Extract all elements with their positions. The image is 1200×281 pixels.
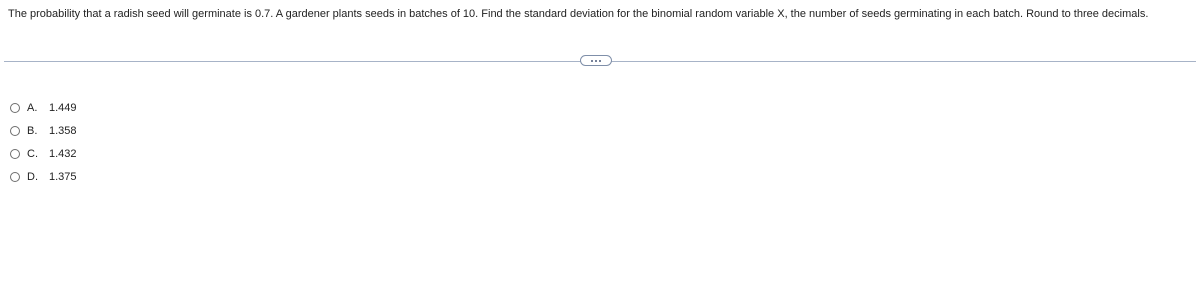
section-divider [4,55,1196,69]
option-letter: B. [27,124,38,137]
radio-button[interactable] [10,126,20,136]
option-b[interactable] [10,119,77,142]
question-text: The probability that a radish seed will germinate is 0.7. A gardener plants seeds in batches of 10. Find the standard deviation for the binomial random variable X, the number of seeds germinating in each batch. Round to three decimals. [8,8,1149,20]
option-value: 1.358 [49,124,77,137]
option-letter: A. [27,101,38,114]
option-letter: C. [27,147,38,160]
show-more-button[interactable] [580,55,612,66]
option-letter: D. [27,170,38,183]
option-value: 1.449 [49,101,77,114]
option-c[interactable] [10,142,77,165]
option-d[interactable] [10,165,77,188]
ellipsis-icon [591,60,601,62]
radio-button[interactable] [10,172,20,182]
option-value: 1.432 [49,147,77,160]
option-value: 1.375 [49,170,77,183]
answer-options [10,96,77,188]
radio-button[interactable] [10,149,20,159]
option-a[interactable] [10,96,77,119]
radio-button[interactable] [10,103,20,113]
